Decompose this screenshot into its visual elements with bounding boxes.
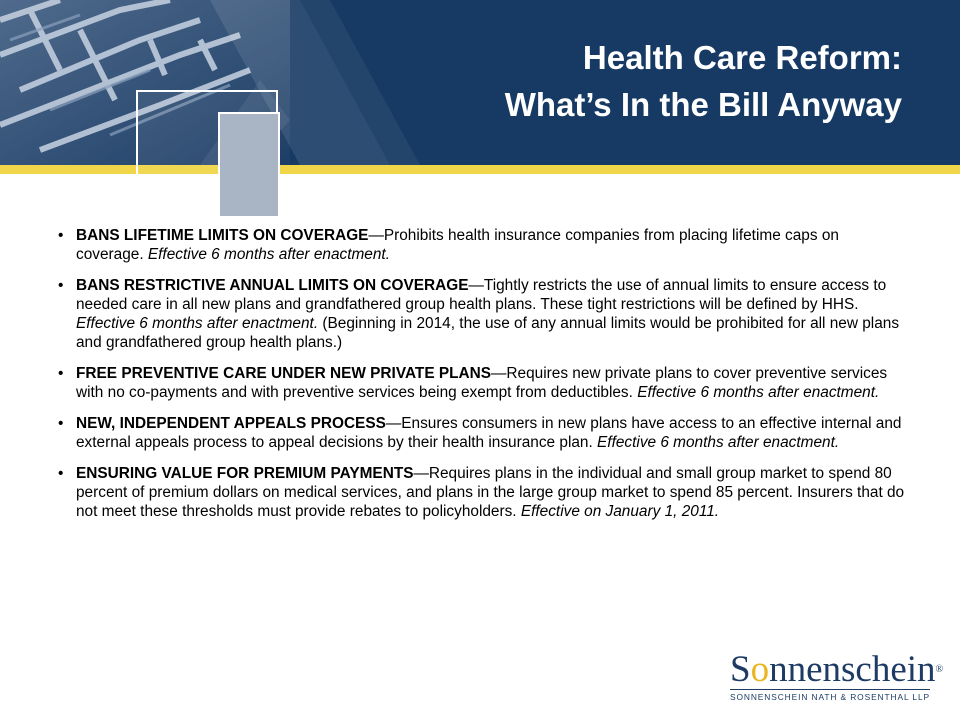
bullet-heading: FREE PREVENTIVE CARE UNDER NEW PRIVATE PLANS bbox=[76, 365, 492, 382]
bullet-text: —Prohibits health insurance companies from placing lifetime caps on coverage. bbox=[76, 227, 839, 263]
list-item bbox=[58, 226, 908, 264]
logo-wordmark bbox=[730, 649, 944, 690]
bullet-effective: Effective on January 1, 2011. bbox=[520, 503, 720, 520]
bullet-dot: • bbox=[58, 365, 64, 382]
logo-letters-rest: nnenschein bbox=[769, 649, 936, 690]
bullet-effective: Effective 6 months after enactment. bbox=[76, 315, 319, 332]
bullet-dot: • bbox=[58, 415, 64, 432]
slide-title bbox=[302, 34, 902, 128]
firm-logo bbox=[730, 649, 944, 707]
list-item bbox=[58, 276, 908, 352]
bullet-heading: NEW, INDEPENDENT APPEALS PROCESS bbox=[76, 415, 386, 432]
bullet-heading: ENSURING VALUE FOR PREMIUM PAYMENTS bbox=[76, 465, 414, 482]
bullet-text: —Tightly restricts the use of annual limits to ensure access to needed care in all new plans and grandfathered group health plans. These tight restrictions will be defined by HHS. bbox=[76, 277, 887, 313]
bullet-text: —Ensures consumers in new plans have access to an effective internal and external appeals process to appeal decisions by their health insurance plan. bbox=[76, 415, 902, 451]
bullet-list bbox=[58, 226, 908, 533]
list-item bbox=[58, 414, 908, 452]
title-line-2: What’s In the Bill Anyway bbox=[504, 86, 902, 123]
title-line-1: Health Care Reform: bbox=[582, 39, 902, 76]
list-item bbox=[58, 464, 908, 521]
bullet-tail: (Beginning in 2014, the use of any annual limits would be prohibited for all new plans and grandfathered group health plans.) bbox=[76, 315, 900, 351]
bullet-text: —Requires plans in the individual and small group market to spend 80 percent of premium dollars on medical services, and plans in the large group market to spend 85 percent. Insurers that do not meet these thresholds must provide rebates to policyholders. bbox=[76, 465, 905, 520]
bullet-text: —Requires new private plans to cover preventive services with no co-payments and with preventive services being exempt from deductibles. bbox=[76, 365, 888, 401]
bullet-heading: BANS LIFETIME LIMITS ON COVERAGE bbox=[76, 227, 369, 244]
bullet-effective: Effective 6 months after enactment. bbox=[597, 434, 840, 451]
registered-mark: ® bbox=[935, 664, 944, 675]
decorative-square-filled bbox=[218, 112, 280, 218]
list-item bbox=[58, 364, 908, 402]
logo-letter-s: S bbox=[730, 649, 751, 690]
logo-letter-o: o bbox=[750, 649, 770, 690]
bullet-heading: BANS RESTRICTIVE ANNUAL LIMITS ON COVERAGE bbox=[76, 277, 469, 294]
bullet-dot: • bbox=[58, 277, 64, 294]
bullet-dot: • bbox=[58, 465, 64, 482]
bullet-effective: Effective 6 months after enactment. bbox=[637, 384, 880, 401]
bullet-dot: • bbox=[58, 227, 64, 244]
logo-subtitle: SONNENSCHEIN NATH & ROSENTHAL LLP bbox=[730, 689, 930, 702]
bullet-effective: Effective 6 months after enactment. bbox=[147, 246, 390, 263]
